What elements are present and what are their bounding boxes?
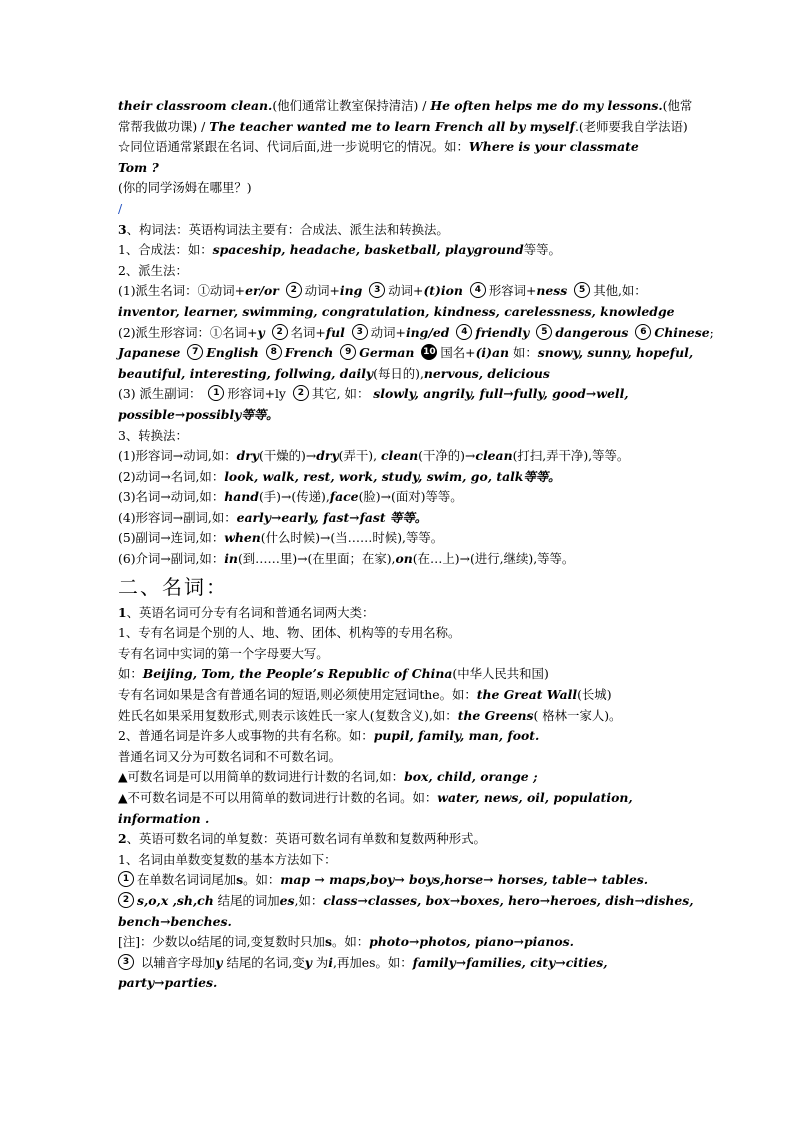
circled-number: 2 bbox=[293, 385, 309, 401]
text-line: (2)派生形容词：①名词+y 2 名词+ful 3 动词+ing/ed 4 friendly 5 dangerous 6 Chinese; bbox=[118, 324, 714, 340]
chapter-heading: 二、名词： bbox=[118, 574, 228, 599]
text-line: Japanese 7 English 8 French 9 German 10 国名+(i)an 如：snowy, sunny, hopeful, bbox=[118, 345, 694, 361]
link-slash[interactable]: / bbox=[118, 200, 123, 216]
text-line: 2、普通名词是许多人或事物的共有名称。如：pupil, family, man, foot. bbox=[118, 728, 540, 744]
text-line: their classroom clean.(他们通常让教室保持清洁) / He often helps me do my lessons.(他常 bbox=[118, 98, 693, 113]
circled-number: 10 bbox=[421, 344, 437, 360]
text-line: (1)形容词→动词,如：dry(干燥的)→dry(弄干), clean(干净的)→clean(打扫,弄干净),等等。 bbox=[118, 448, 630, 464]
circled-number: 5 bbox=[536, 324, 552, 340]
circled-number: 9 bbox=[340, 344, 356, 360]
text-line: ▲不可数名词是不可以用简单的数词进行计数的名词。如：water, news, oil, population, bbox=[118, 790, 633, 805]
text-line: (4)形容词→副词,如：early→early, fast→fast 等等。 bbox=[118, 509, 428, 525]
text-line: 1、合成法：如：spaceship, headache, basketball, playground等等。 bbox=[118, 242, 561, 258]
circled-number: 7 bbox=[187, 344, 203, 360]
text-line: ☆同位语通常紧跟在名词、代词后面,进一步说明它的情况。如：Where is your classmate bbox=[118, 139, 639, 155]
text-line: (5)副词→连词,如：when(什么时候)→(当……时候),等等。 bbox=[118, 530, 444, 546]
text-line: 2 s,o,x ,sh,ch 结尾的词加es,如：class→classes, box→boxes, hero→heroes, dish→dishes, bbox=[118, 891, 678, 912]
circled-number: 2 bbox=[272, 324, 288, 340]
text-line: 1、英语名词可分专有名词和普通名词两大类： bbox=[118, 604, 375, 620]
text-line: party→parties. bbox=[118, 975, 218, 991]
text-line: [注]：少数以o结尾的词,变复数时只加s。如：photo→photos, piano→pianos. bbox=[118, 934, 574, 950]
circled-number: 2 bbox=[118, 892, 134, 908]
section-heading: 3、构词法：英语构词法主要有：合成法、派生法和转换法。 bbox=[118, 221, 449, 237]
text-line: Tom ? bbox=[118, 159, 159, 175]
document-page bbox=[118, 96, 714, 994]
text-line: 普通名词又分为可数名词和不可数名词。 bbox=[118, 748, 342, 764]
text-line: 专有名词中实词的第一个字母要大写。 bbox=[118, 645, 329, 661]
text-line: 3、转换法： bbox=[118, 427, 188, 443]
text-line: (1)派生名词：①动词+er/or 2 动词+ing 3 动词+(t)ion 4 形容词+ness 5 其他,如： bbox=[118, 283, 647, 299]
circled-number: 3 bbox=[352, 324, 368, 340]
text-line: (6)介词→副词,如：in(到……里)→(在里面；在家),on(在…上)→(进行,继续),等等。 bbox=[118, 551, 575, 567]
text-line: (3)名词→动词,如：hand(手)→(传递),face(脸)→(面对)等等。 bbox=[118, 489, 463, 505]
text-line: possible→possibly等等。 bbox=[118, 406, 279, 422]
circled-number: 6 bbox=[635, 324, 651, 340]
text-line: inventor, learner, swimming, congratulation, kindness, carelessness, knowledge bbox=[118, 303, 675, 319]
text-line: 3 以辅音字母加y 结尾的名词,变y 为i,再加es。如：family→families, city→cities, bbox=[118, 953, 678, 974]
text-line: 如：Beijing, Tom, the People’s Republic of China(中华人民共和国) bbox=[118, 666, 549, 682]
text-line: ▲可数名词是可以用简单的数词进行计数的名词,如：box, child, orange ; bbox=[118, 769, 538, 785]
circled-number: 1 bbox=[208, 385, 224, 401]
circled-number: 4 bbox=[456, 324, 472, 340]
text-line: 常帮我做功课) / The teacher wanted me to learn French all by myself.(老师要我自学法语) bbox=[118, 118, 688, 134]
circled-number: 2 bbox=[286, 282, 302, 298]
text-line: (你的同学汤姆在哪里？) bbox=[118, 180, 252, 196]
circled-number: 3 bbox=[118, 954, 134, 970]
circled-number: 4 bbox=[470, 282, 486, 298]
text-line: (3) 派生副词： 1 形容词+ly 2 其它, 如： slowly, angrily, full→fully, good→well, bbox=[118, 386, 629, 402]
text-line: beautiful, interesting, follwing, daily(每日的),nervous, delicious bbox=[118, 365, 550, 381]
text-line: information . bbox=[118, 810, 210, 826]
circled-number: 1 bbox=[118, 871, 134, 887]
circled-number: 3 bbox=[369, 282, 385, 298]
text-line: 1、专有名词是个别的人、地、物、团体、机构等的专用名称。 bbox=[118, 625, 461, 641]
text-line: (2)动词→名词,如：look, walk, rest, work, study, swim, go, talk等等。 bbox=[118, 468, 561, 484]
text-line: 2、英语可数名词的单复数：英语可数名词有单数和复数两种形式。 bbox=[118, 831, 486, 847]
text-line: 2、派生法： bbox=[118, 262, 188, 278]
circled-number: 8 bbox=[266, 344, 282, 360]
circled-number: 5 bbox=[574, 282, 590, 298]
text-line: 姓氏名如果采用复数形式,则表示该姓氏一家人(复数含义),如：the Greens( 格林一家人)。 bbox=[118, 707, 622, 723]
text-line: bench→benches. bbox=[118, 913, 232, 929]
text-line: 1 在单数名词词尾加s。如：map → maps,boy→ boys,horse→ horses, table→ tables. bbox=[118, 870, 678, 891]
text-line: 1、名词由单数变复数的基本方法如下： bbox=[118, 851, 337, 867]
text-line: 专有名词如果是含有普通名词的短语,则必须使用定冠词the。如：the Great Wall(长城) bbox=[118, 687, 612, 703]
